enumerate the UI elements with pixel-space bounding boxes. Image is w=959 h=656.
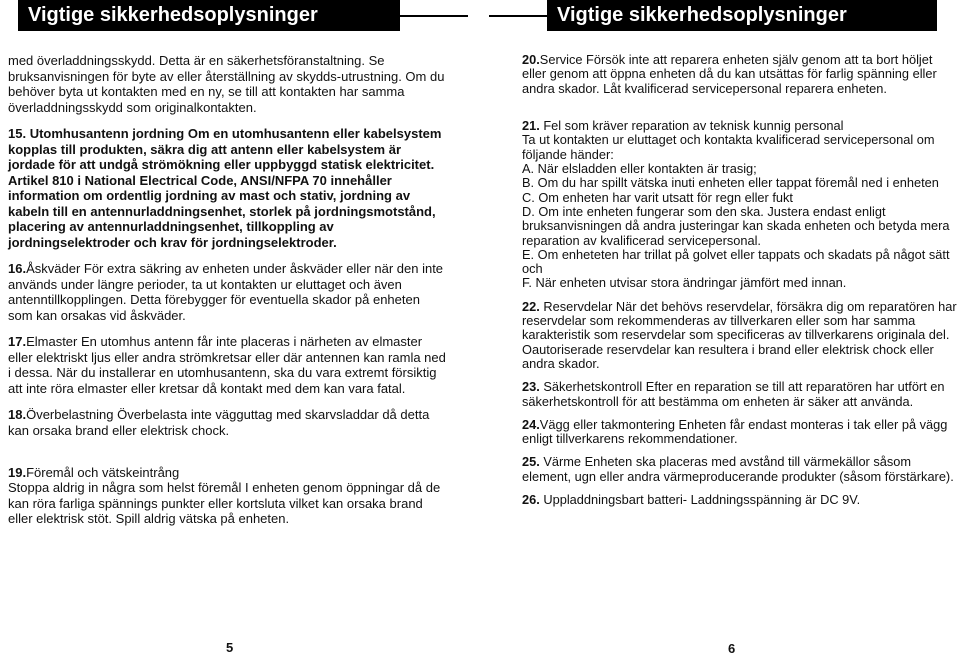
item-number: 21. [522, 118, 540, 134]
item-number: 17. [8, 334, 27, 349]
item-26 [522, 493, 959, 507]
right-page [489, 0, 959, 656]
item-number: 25. [522, 454, 540, 470]
item-25 [522, 455, 959, 484]
item-number: 18. [8, 407, 27, 422]
item-text: Elmaster En utomhus antenn får inte placeras i närheten av elmaster eller elektriskt ljus eller andra strömkretsar eller där antennen kan ramla ned i dessa. När du installerar en utomhusantenn, ska du vara extremt försiktig att inte röra elmaster eller kretsar då kontakt med dem kan vara fatal. [8, 334, 446, 396]
left-column [8, 53, 446, 538]
item-16 [8, 261, 446, 323]
page-number: 5 [226, 640, 234, 655]
left-page-header [18, 0, 468, 31]
item-number: 22. [522, 298, 540, 314]
item-text: Uppladdningsbart batteri- Laddningsspänning är DC 9V. [539, 492, 861, 508]
left-page [0, 0, 470, 656]
item-number: 23. [522, 379, 540, 395]
item-text: Utomhusantenn jordning Om en utomhusantenn eller kabelsystem kopplas till produkten, säkra dig att antenn eller kabelsystem är jordade för att undgå strömökning eller uppbyggd statisk elektricitet. Artikel 810 i National Electrical Code, ANSI/NFPA 70 innehåller information om ordentlig jordning av mast och stativ, jordning av kabeln till en antennurladdningsenhet, storlek på jordningsmotstånd, placering av antennurladdningsenhet, tillkoppling av jordningselektroder och krav för jordningselektroder. [8, 126, 442, 250]
item-number: 20. [522, 52, 540, 67]
item-text: Överbelastning Överbelasta inte vägguttag med skarvsladdar då detta kan orsaka brand eller elektrisk chock. [8, 407, 430, 438]
item-text: Värme Enheten ska placeras med avstånd till värmekällor såsom element, ugn eller andra värmeproducerande produkter (såsom förstärkare). [522, 454, 954, 484]
item-text: Vägg eller takmontering Enheten får endast monteras i tak eller på vägg enligt tillverkarens rekommendationer. [522, 416, 948, 447]
item-text: Service Försök inte att reparera enheten själv genom att ta bort höljet eller genom att öppna enheten då du kan utsättas för farlig spänning eller andra skador. Låt kvalificerad servicepersonal reparera enheten. [522, 52, 937, 96]
page-number: 6 [728, 641, 736, 656]
item-20 [522, 53, 959, 96]
header-rule [489, 15, 547, 17]
item-number: 19. [8, 464, 27, 480]
item-22 [522, 300, 959, 371]
item-number: 16. [8, 261, 27, 276]
left-page-title: Vigtige sikkerhedsoplysninger [18, 0, 400, 31]
right-column [522, 53, 959, 516]
header-rule [400, 15, 468, 17]
item-18 [8, 407, 446, 438]
item-number: 26. [522, 492, 540, 508]
right-page-title: Vigtige sikkerhedsoplysninger [547, 0, 937, 31]
item-text: Säkerhetskontroll Efter en reparation se till att reparatören har utfört en säkerhetskontroll för att bestämma om enheten är säker att använda. [522, 379, 945, 409]
item-text: Reservdelar När det behövs reservdelar, försäkra dig om reparatören har reservdelar som rekommenderas av tillverkaren eller som har samma karakteristik som reservdelar som specificeras av tillverkarens originala del. Oautoriserade reservdelar kan resultera i brand eller elektrisk chock eller andra skador. [522, 298, 957, 371]
item-24 [522, 418, 959, 447]
item-number: 15. [8, 126, 27, 141]
item-number: 24. [522, 416, 540, 432]
item-21 [522, 105, 959, 291]
item-text: Föremål och vätskeintrång Stoppa aldrig in några som helst föremål I enheten genom öppningar då de kan röra farliga spännings punkter eller kortsluta vilket kan orsaka brand eller elektrisk stöt. Spill aldrig vätska på enheten. [8, 464, 441, 526]
item-19 [8, 449, 446, 527]
item-15 [8, 126, 446, 250]
item-text: Åskväder För extra säkring av enheten under åskväder eller när den inte används under längre perioder, ta ut kontakten ur eluttaget och även antenntillkopplingen. Detta förebygger för eventuella skador på enheten som kan orsakas vid åskväder. [8, 261, 444, 323]
item-17 [8, 334, 446, 396]
right-page-header [489, 0, 937, 31]
item-text: Fel som kräver reparation av teknisk kunnig personal Ta ut kontakten ur eluttaget och kontakta kvalificerad servicepersonal om följande händer: A. När elsladden eller kontakten är trasig; B. Om du har spillt vätska inuti enheten eller tappat föremål ned i enheten C. Om enheten har varit utsatt för regn eller fukt D. Om inte enheten fungerar som den ska. Justera endast enligt bruksanvisningen då andra justeringar kan skada enheten och betyda mera reparation av kvalificerad servicepersonal. E. Om enheteten har trillat på golvet eller tappats och skadats på något sätt och F. När enheten utvisar stora ändringar jämfört med innan. [522, 118, 950, 291]
item-23 [522, 380, 959, 409]
intro-paragraph: med överladdningsskydd. Detta är en säkerhetsföranstaltning. Se bruksanvisningen för byte av eller återställning av skydds-utrustning. Om du behöver byta ut kontakten med en ny, se till att kontakten har samma överladdningsskydd som originalkontakten. [8, 53, 445, 115]
